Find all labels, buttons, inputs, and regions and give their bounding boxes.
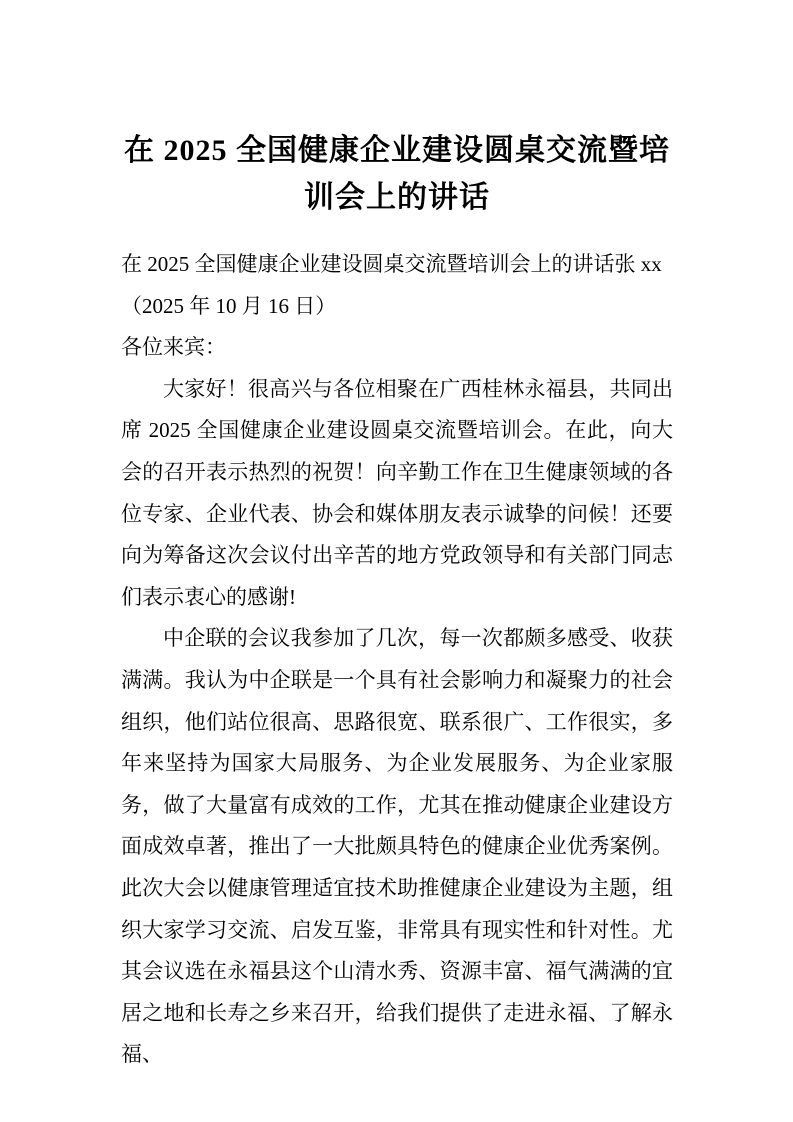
salutation-line: 各位来宾： xyxy=(121,335,226,360)
document-body xyxy=(121,244,673,1076)
paragraph-greeting: 大家好！很高兴与各位相聚在广西桂林永福县，共同出席 2025 全国健康企业建设圆桌交流暨培训会。在此，向大会的召开表示热烈的祝贺！向辛勤工作在卫生健康领域的各位专家、企业代表、协会和媒体朋友表示诚挚的问候！还要向为筹备这次会议付出辛苦的地方党政领导和有关部门同志们表示衷心的感谢! xyxy=(121,376,673,609)
document-content xyxy=(121,0,673,1076)
paragraph-zhongqilian: 中企联的会议我参加了几次，每一次都颇多感受、收获满满。我认为中企联是一个具有社会影响力和凝聚力的社会组织，他们站位很高、思路很宽、联系很广、工作很实，多年来坚持为国家大局服务、为企业发展服务、为企业家服务，做了大量富有成效的工作，尤其在推动健康企业建设方面成效卓著，推出了一大批颇具特色的健康企业优秀案例。此次大会以健康管理适宜技术助推健康企业建设为主题，组织大家学习交流、启发互鉴，非常具有现实性和针对性。尤其会议选在永福县这个山清水秀、资源丰富、福气满满的宜居之地和长寿之乡来召开，给我们提供了走进永福、了解永福、 xyxy=(121,626,673,1067)
date-line: （2025 年 10 月 16 日） xyxy=(121,293,337,318)
document-title: 在 2025 全国健康企业建设圆桌交流暨培训会上的讲话 xyxy=(124,134,670,214)
byline-line: 在 2025 全国健康企业建设圆桌交流暨培训会上的讲话张 xx xyxy=(121,252,662,276)
